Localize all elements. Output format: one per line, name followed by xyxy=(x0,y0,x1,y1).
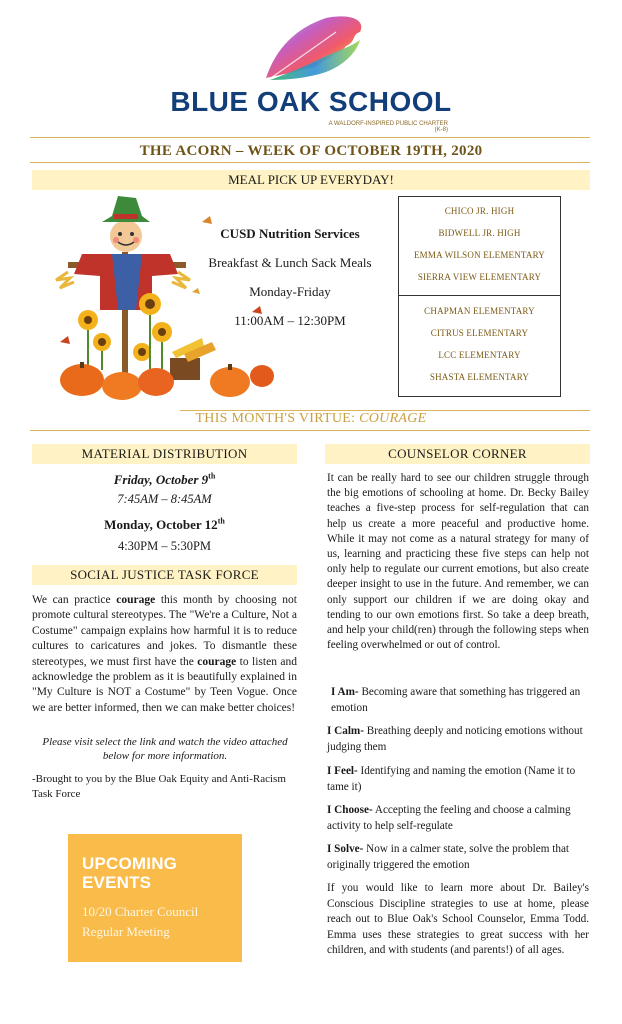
step-label: I Choose- xyxy=(327,804,373,816)
counselor-corner-heading: COUNSELOR CORNER xyxy=(325,444,590,464)
sjtf-text: to listen and acknowledge the problem as it is beautifully explained in "My Culture is NOT a Costume" by Teen Vogue. Once we are better informed, then we can make better choices! xyxy=(32,655,297,714)
oak-leaf-logo-icon xyxy=(256,8,372,88)
schools-divider xyxy=(399,295,560,296)
step-text: Becoming aware that something has triggered an emotion xyxy=(331,686,581,714)
step-i-am xyxy=(327,685,589,716)
school-item: CITRUS ELEMENTARY xyxy=(430,328,529,338)
meal-banner: MEAL PICK UP EVERYDAY! xyxy=(32,170,590,190)
step-i-choose xyxy=(327,803,589,834)
school-item: SIERRA VIEW ELEMENTARY xyxy=(417,272,542,282)
virtue-value: COURAGE xyxy=(359,411,427,426)
step-label: I Calm- xyxy=(327,725,364,737)
virtue-of-month xyxy=(0,411,622,427)
social-justice-video-note: Please visit select the link and watch the video attached below for more information. xyxy=(42,736,288,762)
step-label: I Solve- xyxy=(327,843,364,855)
ordinal-suffix: th xyxy=(208,471,216,481)
virtue-label: THIS MONTH'S VIRTUE: xyxy=(195,411,360,426)
step-label: I Am- xyxy=(331,686,359,698)
distribution-day-1 xyxy=(32,472,297,488)
social-justice-heading: SOCIAL JUSTICE TASK FORCE xyxy=(32,565,297,585)
social-justice-credit: -Brought to you by the Blue Oak Equity and Anti-Racism Task Force xyxy=(32,773,286,800)
upcoming-event-item: 10/20 Charter Council Regular Meeting xyxy=(82,904,199,939)
step-text: Now in a calmer state, solve the problem that originally triggered the emotion xyxy=(327,843,570,871)
meal-type: Breakfast & Lunch Sack Meals xyxy=(208,255,372,270)
distribution-day-2 xyxy=(32,517,297,533)
distribution-day-2-text: Monday, October 12 xyxy=(104,517,218,532)
step-text: Breathing deeply and noticing emotions without judging them xyxy=(327,725,583,753)
school-tagline: A WALDORF-INSPIRED PUBLIC CHARTER (K-8) xyxy=(328,121,448,133)
ordinal-suffix: th xyxy=(217,516,225,526)
sjtf-emphasis: courage xyxy=(116,594,156,606)
virtue-divider-bottom xyxy=(30,430,590,431)
nutrition-services-info xyxy=(190,226,390,329)
upcoming-events-title: UPCOMING EVENTS xyxy=(82,854,178,892)
school-item: CHAPMAN ELEMENTARY xyxy=(424,306,535,316)
counselor-closing: If you would like to learn more about Dr. Bailey's Conscious Discipline strategies to use at home, please reach out to Blue Oak's School Counselor, Emma Todd. Emma uses these strategies to great success with her children, and with students (and parents!) of all ages. xyxy=(327,882,589,957)
step-text: Accepting the feeling and choose a calming activity to help self-regulate xyxy=(327,804,571,832)
step-label: I Feel- xyxy=(327,765,358,777)
meal-hours: 11:00AM – 12:30PM xyxy=(234,313,346,328)
upcoming-events-box xyxy=(68,834,242,962)
school-item: CHICO JR. HIGH xyxy=(444,206,515,216)
school-item: BIDWELL JR. HIGH xyxy=(438,228,521,238)
social-justice-body xyxy=(32,593,297,716)
school-name: BLUE OAK SCHOOL xyxy=(170,86,452,117)
step-i-feel xyxy=(327,764,589,795)
newsletter-title: THE ACORN – WEEK OF OCTOBER 19TH, 2020 xyxy=(139,143,483,159)
header-divider-top xyxy=(30,137,590,138)
pickup-schools-box xyxy=(398,196,561,397)
distribution-time-2: 4:30PM – 5:30PM xyxy=(117,539,212,553)
distribution-time-1: 7:45AM – 8:45AM xyxy=(117,492,212,506)
sjtf-text: We can practice xyxy=(32,594,117,606)
school-item: LCC ELEMENTARY xyxy=(438,350,521,360)
step-text: Identifying and naming the emotion (Name it to tame it) xyxy=(327,765,576,793)
distribution-day-1-text: Friday, October 9 xyxy=(113,472,209,487)
sjtf-emphasis: courage xyxy=(197,655,237,668)
counselor-intro: It can be really hard to see our children struggle through the big emotions of schooling at home. Dr. Becky Bailey teaches a five-step process for self-regulation that can help us create a more peaceful and productive home. While it may not come as a natural strategy for many of us, learning and practicing these five steps can help not only help to regulate our current emotions, but also create deeper insight to use in the future. And remember, we can only support our children if we are doing okay and tending to our own emotions first. So take a deep breath, and help your child(ren) through the following steps when feeling overwhelmed or out of control. xyxy=(327,472,589,652)
material-distribution-heading: MATERIAL DISTRIBUTION xyxy=(32,444,297,464)
step-i-calm xyxy=(327,724,589,755)
school-item: EMMA WILSON ELEMENTARY xyxy=(413,250,545,260)
sjtf-text: this month by choosing not promote cultural stereotypes. The "We're a Culture, Not a Costume" campaign explains how harmful it is to reduce cultures to caricatures and jokes. To dismantle these stereotypes, we must first have the xyxy=(32,594,297,668)
nutrition-provider: CUSD Nutrition Services xyxy=(220,226,360,241)
meal-days: Monday-Friday xyxy=(249,284,331,299)
header-divider-bottom xyxy=(30,162,590,163)
step-i-solve xyxy=(327,842,589,873)
school-item: SHASTA ELEMENTARY xyxy=(429,372,530,382)
